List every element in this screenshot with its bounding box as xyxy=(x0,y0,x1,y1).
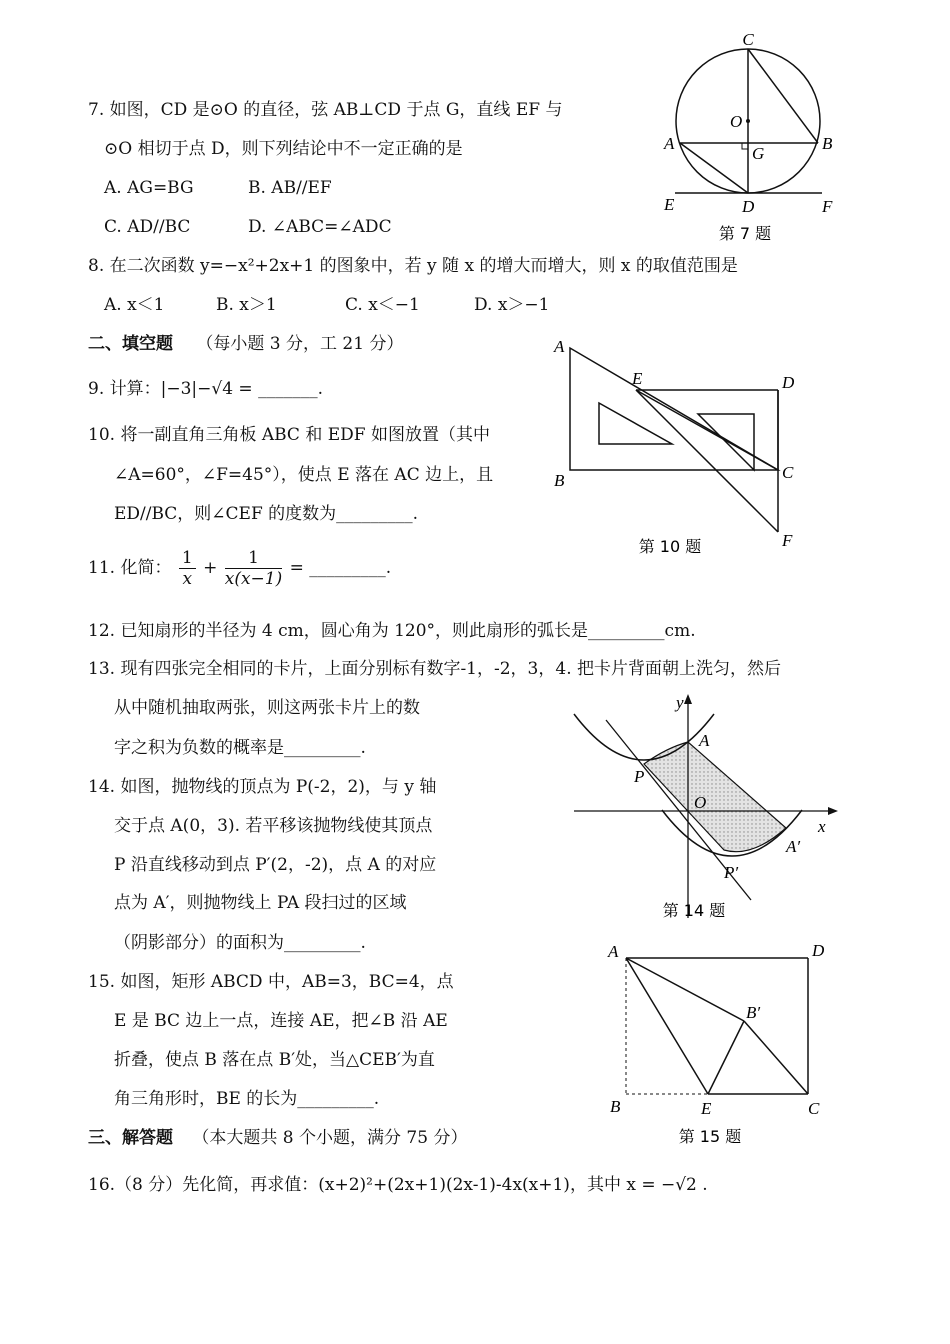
q11-num1: 1 xyxy=(179,548,196,569)
fig14-label-y: y xyxy=(676,693,684,712)
q7-line1: 7. 如图，CD 是⊙O 的直径，弦 AB⊥CD 于点 G，直线 EF 与 xyxy=(88,100,563,120)
section-2-title: 二、填空题 xyxy=(88,334,173,354)
fig10-label-f: F xyxy=(782,531,793,550)
q13-line1: 13. 现有四张完全相同的卡片，上面分别标有数字-1，-2，3，4. 把卡片背面朝上洗匀，然后 xyxy=(88,659,781,679)
x-axis-arrow xyxy=(828,807,838,815)
center-dot xyxy=(746,119,750,123)
q7-option-d: D. ∠ABC=∠ADC xyxy=(248,217,392,237)
section-2-heading xyxy=(88,333,403,355)
fig14-label-p-prime: P′ xyxy=(724,863,739,882)
fig7-label-o: O xyxy=(730,112,743,131)
q10-line3: ED//BC，则∠CEF 的度数为_________. xyxy=(114,504,419,524)
fig15-label-c: C xyxy=(808,1099,820,1118)
fig7-label-d: D xyxy=(742,197,755,216)
q11-fraction-1 xyxy=(179,548,196,589)
fig7-label-e: E xyxy=(664,195,675,214)
q13-line3: 字之积为负数的概率是_________. xyxy=(114,738,366,758)
section-2-note: （每小题 3 分，工 21 分） xyxy=(196,334,404,354)
q7-option-a: A. AG=BG xyxy=(104,178,194,198)
fig14-label-p: P xyxy=(634,767,645,786)
y-axis-arrow xyxy=(684,694,692,704)
q11-fraction-2 xyxy=(225,548,283,589)
q7-line2: ⊙O 相切于点 D，则下列结论中不一定正确的是 xyxy=(104,139,463,159)
figure-10 xyxy=(548,336,808,561)
fig10-label-d: D xyxy=(782,373,795,392)
fig10-label-c: C xyxy=(782,463,794,482)
fig15-label-a: A xyxy=(608,942,619,961)
q8-option-b: B. x＞1 xyxy=(216,295,277,315)
q14-line2: 交于点 A(0，3). 若平移该抛物线使其顶点 xyxy=(114,816,433,836)
q10-line2: ∠A=60°，∠F=45°），使点 E 落在 AC 边上，且 xyxy=(114,465,494,485)
q16-text: 16.（8 分）先化简，再求值：(x+2)²+(2x+1)(2x-1)-4x(x+1)，其中 x = −√2 . xyxy=(88,1175,708,1195)
q11-den2: x(x−1) xyxy=(224,569,283,589)
q14-line1: 14. 如图，抛物线的顶点为 P(-2，2)，与 y 轴 xyxy=(88,777,437,797)
right-angle-mark xyxy=(742,143,748,149)
swept-region xyxy=(644,742,786,852)
segment-ab-prime xyxy=(626,958,744,1021)
triangle-abc-inner xyxy=(599,403,672,444)
section-3-title: 三、解答题 xyxy=(88,1128,173,1148)
q8-stem: 8. 在二次函数 y=−x²+2x+1 的图象中，若 y 随 x 的增大而增大，则 x 的取值范围是 xyxy=(88,256,738,276)
fig15-label-b-prime: B′ xyxy=(746,1003,761,1022)
q15-line2: E 是 BC 边上一点，连接 AE，把∠B 沿 AE xyxy=(114,1011,448,1031)
q14-line5: （阴影部分）的面积为_________. xyxy=(114,933,366,953)
q11-suffix: = _________. xyxy=(289,558,392,578)
section-3-note: （本大题共 8 个小题，满分 75 分） xyxy=(192,1128,468,1148)
q8-option-c: C. x＜−1 xyxy=(345,295,420,315)
q7-option-c: C. AD//BC xyxy=(104,217,191,237)
fig10-caption: 第 10 题 xyxy=(638,537,702,556)
fig14-caption: 第 14 题 xyxy=(662,901,726,920)
fig10-label-b: B xyxy=(554,471,565,490)
fig15-label-e: E xyxy=(701,1099,712,1118)
q8-option-a: A. x＜1 xyxy=(104,295,165,315)
q11-den1: x xyxy=(182,569,193,589)
q10-line1: 10. 将一副直角三角板 ABC 和 EDF 如图放置（其中 xyxy=(88,425,490,445)
q15-line3: 折叠，使点 B 落在点 B′处，当△CEB′为直 xyxy=(114,1050,435,1070)
q11-num2: 1 xyxy=(225,548,283,569)
segment-ec xyxy=(636,390,778,470)
q7-option-b: B. AB//EF xyxy=(248,178,332,198)
segment-ef xyxy=(636,390,778,532)
fig14-label-a: A xyxy=(699,731,710,750)
figure-15 xyxy=(600,936,840,1152)
fig15-label-d: D xyxy=(812,941,825,960)
q11-plus: + xyxy=(203,558,218,578)
segment-ad xyxy=(680,143,748,193)
segment-b-prime-c xyxy=(744,1021,808,1094)
fig7-label-b: B xyxy=(822,134,833,153)
fig7-label-a: A xyxy=(664,134,675,153)
q12-text: 12. 已知扇形的半径为 4 cm，圆心角为 120°，则此扇形的弧长是_________cm. xyxy=(88,621,696,641)
triangle-edf-inner xyxy=(698,414,754,470)
fig7-caption: 第 7 题 xyxy=(718,224,772,243)
fig10-label-a: A xyxy=(554,337,565,356)
fig15-label-b: B xyxy=(610,1097,621,1116)
q15-line4: 角三角形时，BE 的长为_________. xyxy=(114,1089,380,1109)
q13-line2: 从中随机抽取两张，则这两张卡片上的数 xyxy=(114,698,420,718)
section-3-heading xyxy=(88,1127,467,1149)
segment-cb xyxy=(748,49,818,143)
fig15-caption: 第 15 题 xyxy=(678,1127,742,1146)
figure-7 xyxy=(660,28,850,253)
fig7-label-g: G xyxy=(752,144,765,163)
q14-line4: 点为 A′，则抛物线上 PA 段扫过的区域 xyxy=(114,893,407,913)
fig7-label-c: C xyxy=(742,30,754,49)
fig14-label-x: x xyxy=(818,817,826,836)
segment-b-prime-e xyxy=(708,1021,744,1094)
q14-line3: P 沿直线移动到点 P′(2，-2)，点 A 的对应 xyxy=(114,855,437,875)
q8-option-d: D. x＞−1 xyxy=(474,295,550,315)
figure-14 xyxy=(566,690,846,920)
fig10-label-e: E xyxy=(632,369,643,388)
q11-prefix: 11. 化简： xyxy=(88,558,172,578)
fig14-label-o: O xyxy=(694,793,707,812)
fig7-label-f: F xyxy=(822,197,833,216)
q15-line1: 15. 如图，矩形 ABCD 中，AB=3，BC=4，点 xyxy=(88,972,454,992)
fig14-label-a-prime: A′ xyxy=(786,837,801,856)
q9-text: 9. 计算：|−3|−√4 = _______. xyxy=(88,379,323,399)
q11-line xyxy=(88,548,391,592)
segment-ae xyxy=(626,958,708,1094)
